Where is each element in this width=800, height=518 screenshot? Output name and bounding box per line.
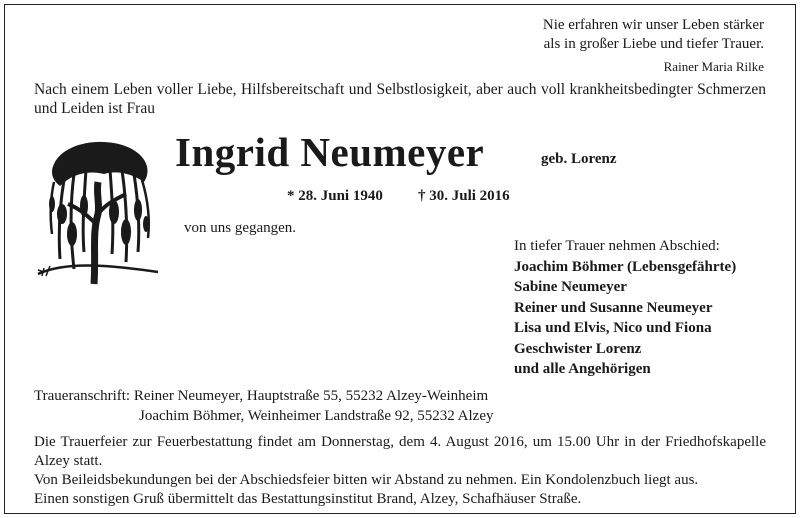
deceased-name: Ingrid Neumeyer xyxy=(175,129,485,175)
poem-quote xyxy=(543,16,764,76)
birth-date: * 28. Juni 1940 xyxy=(287,188,383,204)
notes-line-2: Einen sonstigen Gruß übermittelt das Bestattungsinstitut Brand, Alzey, Schafhäuser Straße. xyxy=(34,491,582,507)
mourner-name: Lisa und Elvis, Nico und Fiona xyxy=(514,320,712,336)
address-line-2: Joachim Böhmer, Weinheimer Landstraße 92, 55232 Alzey xyxy=(139,408,494,424)
mourner-name: und alle Angehörigen xyxy=(514,361,651,377)
funeral-info: Die Trauerfeier zur Feuerbestattung findet am Donnerstag, dem 4. August 2016, um 15.00 Uhr in der Friedhofskapelle Alzey statt. xyxy=(34,434,766,469)
poem-author: Rainer Maria Rilke xyxy=(663,59,764,74)
condolence-notes xyxy=(34,471,698,509)
mourners-heading: In tiefer Trauer nehmen Abschied: xyxy=(514,238,720,254)
mourners-list xyxy=(514,257,736,380)
weeping-willow-icon xyxy=(34,134,162,290)
mourner-name: Reiner und Susanne Neumeyer xyxy=(514,299,713,316)
poem-line-1: Nie erfahren wir unser Leben stärker xyxy=(542,17,764,33)
death-date: † 30. Juli 2016 xyxy=(418,188,510,204)
closing-text: von uns gegangen. xyxy=(184,220,297,236)
mourner-name: Geschwister Lorenz xyxy=(514,340,642,357)
mourner-name: Joachim Böhmer (Lebensgefährte) xyxy=(514,258,737,275)
address-line-1: Traueranschrift: Reiner Neumeyer, Hauptstraße 55, 55232 Alzey-Weinheim xyxy=(34,388,489,404)
mourner-name: Sabine Neumeyer xyxy=(514,279,627,295)
poem-line-2: als in großer Liebe und tiefer Trauer. xyxy=(543,36,764,52)
mourners-block xyxy=(514,236,736,380)
intro-text: Nach einem Leben voller Liebe, Hilfsbereitschaft und Selbstlosigkeit, aber auch voll krankheitsbedingter Schmerzen und Leiden ist Frau xyxy=(34,81,766,117)
notes-line-1: Von Beileidsbekundungen bei der Abschiedsfeier bitten wir Abstand zu nehmen. Ein Kondolenzbuch liegt aus. xyxy=(34,472,699,488)
mourning-address xyxy=(34,386,494,426)
maiden-name: geb. Lorenz xyxy=(541,151,617,167)
